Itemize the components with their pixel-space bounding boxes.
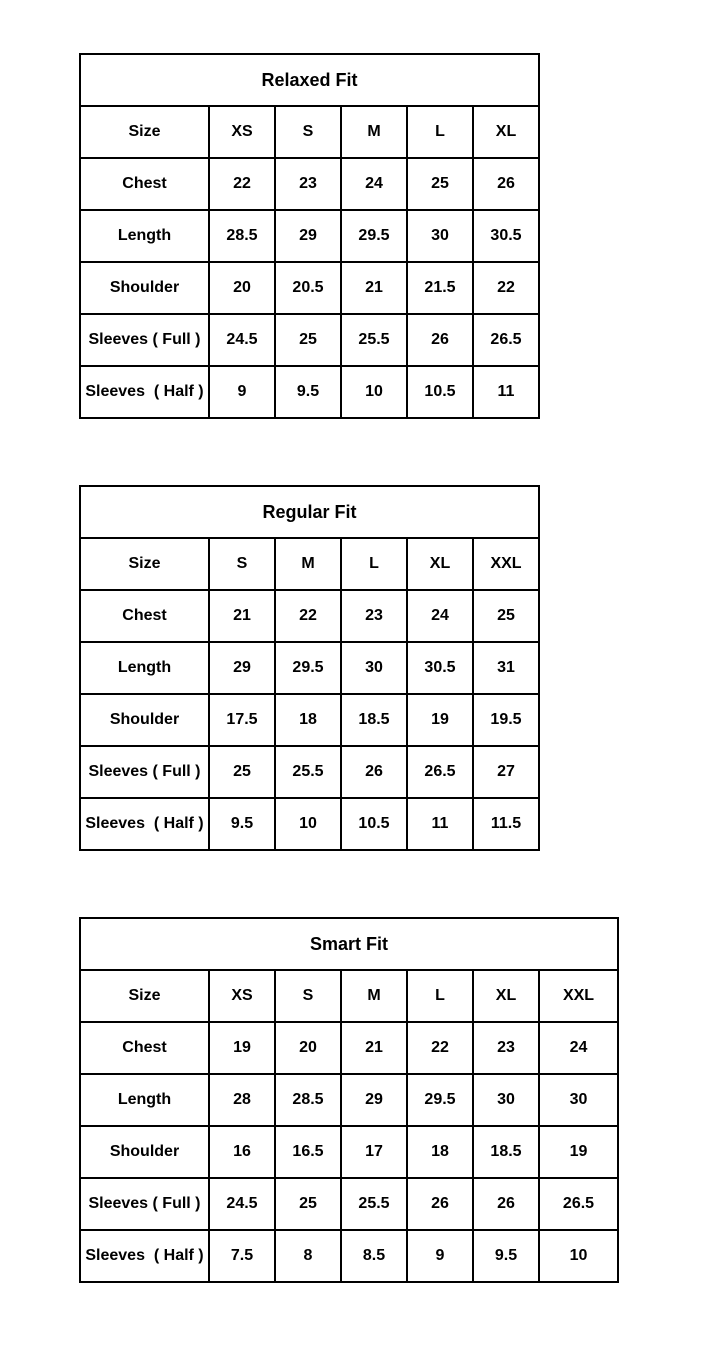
measurement-cell: 10.5 <box>341 798 407 850</box>
measurement-cell: 21.5 <box>407 262 473 314</box>
size-header-cell: XS <box>209 106 275 158</box>
size-header-cell: S <box>275 970 341 1022</box>
measurement-cell: 25 <box>209 746 275 798</box>
size-header-cell: XL <box>407 538 473 590</box>
size-chart-table-regular-fit <box>79 485 540 851</box>
row-label: Chest <box>80 1022 209 1074</box>
size-header-cell: XXL <box>539 970 618 1022</box>
measurement-cell: 10 <box>275 798 341 850</box>
measurement-cell: 28 <box>209 1074 275 1126</box>
row-label: Shoulder <box>80 262 209 314</box>
size-header-cell: S <box>275 106 341 158</box>
table-row-shoulder <box>80 262 539 314</box>
row-label: Sleeves ( Full ) <box>80 314 209 366</box>
measurement-cell: 22 <box>275 590 341 642</box>
row-label: Length <box>80 210 209 262</box>
measurement-cell: 30 <box>341 642 407 694</box>
measurement-cell: 26.5 <box>407 746 473 798</box>
measurement-cell: 29 <box>209 642 275 694</box>
table-row-chest <box>80 158 539 210</box>
measurement-cell: 17 <box>341 1126 407 1178</box>
measurement-cell: 18.5 <box>473 1126 539 1178</box>
measurement-cell: 26.5 <box>473 314 539 366</box>
measurement-cell: 23 <box>275 158 341 210</box>
measurement-cell: 21 <box>341 262 407 314</box>
row-label: Chest <box>80 590 209 642</box>
table-title: Relaxed Fit <box>80 54 539 106</box>
table-title: Smart Fit <box>80 918 618 970</box>
measurement-cell: 22 <box>209 158 275 210</box>
row-label: Sleeves ( Full ) <box>80 1178 209 1230</box>
measurement-cell: 11 <box>407 798 473 850</box>
measurement-cell: 24 <box>539 1022 618 1074</box>
measurement-cell: 10 <box>539 1230 618 1282</box>
measurement-cell: 23 <box>473 1022 539 1074</box>
measurement-cell: 24.5 <box>209 1178 275 1230</box>
table-row-sleeves-full <box>80 1178 618 1230</box>
table-title-row <box>80 54 539 106</box>
measurement-cell: 20 <box>209 262 275 314</box>
size-header-cell: M <box>275 538 341 590</box>
measurement-cell: 30 <box>407 210 473 262</box>
size-header-cell: M <box>341 106 407 158</box>
measurement-cell: 20.5 <box>275 262 341 314</box>
measurement-cell: 19 <box>209 1022 275 1074</box>
table-row-chest <box>80 1022 618 1074</box>
measurement-cell: 9.5 <box>275 366 341 418</box>
measurement-cell: 16 <box>209 1126 275 1178</box>
table-row-size <box>80 106 539 158</box>
row-label: Sleeves ( Full ) <box>80 746 209 798</box>
measurement-cell: 23 <box>341 590 407 642</box>
table-row-shoulder <box>80 694 539 746</box>
row-label: Shoulder <box>80 1126 209 1178</box>
table-row-size <box>80 970 618 1022</box>
table-row-length <box>80 210 539 262</box>
measurement-cell: 26.5 <box>539 1178 618 1230</box>
measurement-cell: 19 <box>539 1126 618 1178</box>
measurement-cell: 26 <box>407 1178 473 1230</box>
table-row-length <box>80 1074 618 1126</box>
row-label: Length <box>80 1074 209 1126</box>
measurement-cell: 30 <box>473 1074 539 1126</box>
measurement-cell: 20 <box>275 1022 341 1074</box>
measurement-cell: 24.5 <box>209 314 275 366</box>
measurement-cell: 24 <box>407 590 473 642</box>
row-label: Chest <box>80 158 209 210</box>
measurement-cell: 26 <box>341 746 407 798</box>
measurement-cell: 29 <box>275 210 341 262</box>
measurement-cell: 25 <box>275 314 341 366</box>
measurement-cell: 26 <box>407 314 473 366</box>
size-chart-table-relaxed-fit <box>79 53 540 419</box>
measurement-cell: 25 <box>407 158 473 210</box>
measurement-cell: 22 <box>473 262 539 314</box>
measurement-cell: 10.5 <box>407 366 473 418</box>
size-header-cell: L <box>341 538 407 590</box>
size-header-cell: XL <box>473 106 539 158</box>
measurement-cell: 28.5 <box>275 1074 341 1126</box>
measurement-cell: 30 <box>539 1074 618 1126</box>
table-row-chest <box>80 590 539 642</box>
measurement-cell: 21 <box>341 1022 407 1074</box>
table-row-shoulder <box>80 1126 618 1178</box>
row-label: Sleeves ( Half ) <box>80 798 209 850</box>
measurement-cell: 29.5 <box>407 1074 473 1126</box>
table-row-length <box>80 642 539 694</box>
measurement-cell: 24 <box>341 158 407 210</box>
size-header-cell: L <box>407 970 473 1022</box>
size-header-cell: L <box>407 106 473 158</box>
measurement-cell: 29.5 <box>341 210 407 262</box>
measurement-cell: 11.5 <box>473 798 539 850</box>
table-row-size <box>80 538 539 590</box>
measurement-cell: 25 <box>473 590 539 642</box>
size-header-cell: XS <box>209 970 275 1022</box>
size-header-cell: XXL <box>473 538 539 590</box>
row-label: Size <box>80 970 209 1022</box>
measurement-cell: 22 <box>407 1022 473 1074</box>
size-header-cell: S <box>209 538 275 590</box>
measurement-cell: 19 <box>407 694 473 746</box>
table-row-sleeves-full <box>80 314 539 366</box>
measurement-cell: 26 <box>473 1178 539 1230</box>
row-label: Shoulder <box>80 694 209 746</box>
measurement-cell: 18 <box>407 1126 473 1178</box>
measurement-cell: 9 <box>407 1230 473 1282</box>
measurement-cell: 30.5 <box>407 642 473 694</box>
measurement-cell: 21 <box>209 590 275 642</box>
table-title: Regular Fit <box>80 486 539 538</box>
measurement-cell: 11 <box>473 366 539 418</box>
measurement-cell: 9.5 <box>473 1230 539 1282</box>
measurement-cell: 29.5 <box>275 642 341 694</box>
measurement-cell: 8 <box>275 1230 341 1282</box>
row-label: Sleeves ( Half ) <box>80 366 209 418</box>
row-label: Sleeves ( Half ) <box>80 1230 209 1282</box>
measurement-cell: 16.5 <box>275 1126 341 1178</box>
table-row-sleeves-half <box>80 366 539 418</box>
measurement-cell: 31 <box>473 642 539 694</box>
measurement-cell: 17.5 <box>209 694 275 746</box>
measurement-cell: 25 <box>275 1178 341 1230</box>
table-title-row <box>80 486 539 538</box>
size-header-cell: XL <box>473 970 539 1022</box>
table-title-row <box>80 918 618 970</box>
measurement-cell: 28.5 <box>209 210 275 262</box>
measurement-cell: 9.5 <box>209 798 275 850</box>
measurement-cell: 30.5 <box>473 210 539 262</box>
row-label: Size <box>80 538 209 590</box>
measurement-cell: 18.5 <box>341 694 407 746</box>
table-row-sleeves-full <box>80 746 539 798</box>
measurement-cell: 29 <box>341 1074 407 1126</box>
measurement-cell: 18 <box>275 694 341 746</box>
measurement-cell: 25.5 <box>275 746 341 798</box>
measurement-cell: 27 <box>473 746 539 798</box>
size-chart-table-smart-fit <box>79 917 619 1283</box>
measurement-cell: 25.5 <box>341 1178 407 1230</box>
measurement-cell: 8.5 <box>341 1230 407 1282</box>
table-row-sleeves-half <box>80 798 539 850</box>
row-label: Length <box>80 642 209 694</box>
size-header-cell: M <box>341 970 407 1022</box>
measurement-cell: 26 <box>473 158 539 210</box>
measurement-cell: 9 <box>209 366 275 418</box>
measurement-cell: 10 <box>341 366 407 418</box>
measurement-cell: 25.5 <box>341 314 407 366</box>
table-row-sleeves-half <box>80 1230 618 1282</box>
measurement-cell: 7.5 <box>209 1230 275 1282</box>
measurement-cell: 19.5 <box>473 694 539 746</box>
row-label: Size <box>80 106 209 158</box>
